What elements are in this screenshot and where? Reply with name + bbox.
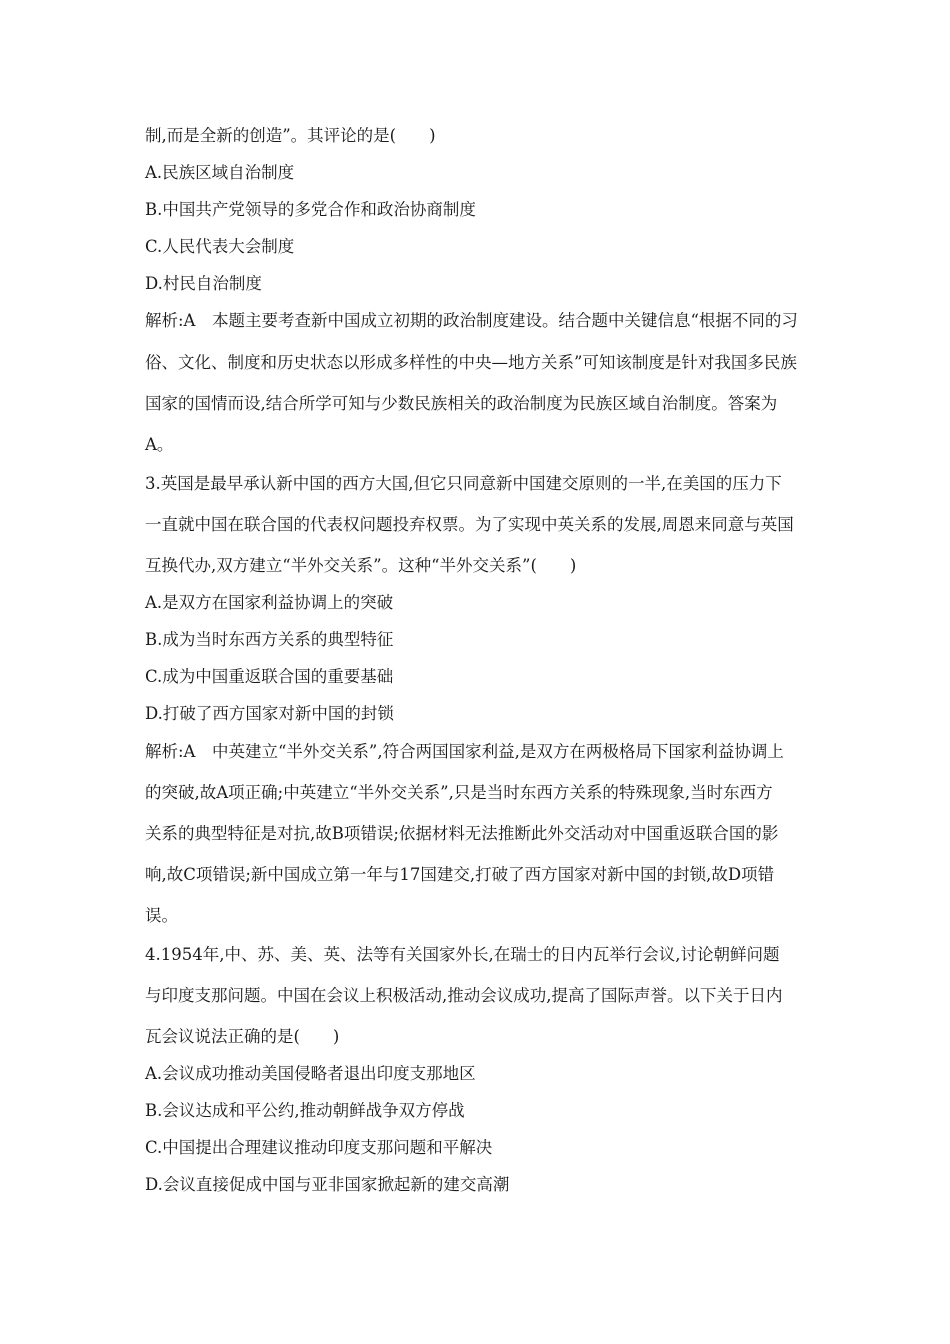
question-4-option-c: C.中国提出合理建议推动印度支那问题和平解决 <box>145 1138 493 1157</box>
question-3-analysis-line: 响,故C项错误;新中国成立第一年与17国建交,打破了西方国家对新中国的封锁,故D项错 <box>145 865 775 884</box>
question-4-stem-line: 与印度支那问题。中国在会议上积极活动,推动会议成功,提高了国际声誉。以下关于日内 <box>145 986 783 1005</box>
question-4-option-b: B.会议达成和平公约,推动朝鲜战争双方停战 <box>145 1101 465 1120</box>
question-3-analysis-line: 误。 <box>145 906 178 925</box>
question-4-stem-line: 瓦会议说法正确的是( ) <box>145 1027 340 1046</box>
question-3-option-c: C.成为中国重返联合国的重要基础 <box>145 667 394 686</box>
question-2-stem-tail: 制,而是全新的创造”。其评论的是( ) <box>145 126 436 145</box>
question-3-analysis-line: 关系的典型特征是对抗,故B项错误;依据材料无法推断此外交活动对中国重返联合国的影 <box>145 824 779 843</box>
question-4-stem-line: 4.1954年,中、苏、美、英、法等有关国家外长,在瑞士的日内瓦举行会议,讨论朝鲜问题 <box>145 945 780 964</box>
question-3-analysis-line: 的突破,故A项正确;中英建立“半外交关系”,只是当时东西方关系的特殊现象,当时东西方 <box>145 783 773 802</box>
question-2-analysis-line: 国家的国情而设,结合所学可知与少数民族相关的政治制度为民族区域自治制度。答案为 <box>145 394 778 413</box>
question-3-analysis-line: 解析:A 中英建立“半外交关系”,符合两国国家利益,是双方在两极格局下国家利益协调上 <box>145 742 784 761</box>
question-2-option-d: D.村民自治制度 <box>145 274 262 293</box>
question-4-option-d: D.会议直接促成中国与亚非国家掀起新的建交高潮 <box>145 1175 510 1194</box>
question-2-option-b: B.中国共产党领导的多党合作和政治协商制度 <box>145 200 476 219</box>
question-3-stem-line: 3.英国是最早承认新中国的西方大国,但它只同意新中国建交原则的一半,在美国的压力下 <box>145 474 782 493</box>
question-3-option-a: A.是双方在国家利益协调上的突破 <box>145 593 394 612</box>
question-3-option-b: B.成为当时东西方关系的典型特征 <box>145 630 394 649</box>
question-2-analysis-line: 俗、文化、制度和历史状态以形成多样性的中央—地方关系”可知该制度是针对我国多民族 <box>145 353 797 372</box>
question-3-stem-line: 互换代办,双方建立“半外交关系”。这种“半外交关系”( ) <box>145 556 577 575</box>
question-2-analysis-line: A。 <box>145 435 174 454</box>
question-2-option-a: A.民族区域自治制度 <box>145 163 295 182</box>
question-3-stem-line: 一直就中国在联合国的代表权问题投弃权票。为了实现中英关系的发展,周恩来同意与英国 <box>145 515 794 534</box>
question-4-option-a: A.会议成功推动美国侵略者退出印度支那地区 <box>145 1064 476 1083</box>
question-3-option-d: D.打破了西方国家对新中国的封锁 <box>145 704 394 723</box>
question-2-analysis-line: 解析:A 本题主要考查新中国成立初期的政治制度建设。结合题中关键信息“根据不同的习 <box>145 311 798 330</box>
question-2-option-c: C.人民代表大会制度 <box>145 237 295 256</box>
